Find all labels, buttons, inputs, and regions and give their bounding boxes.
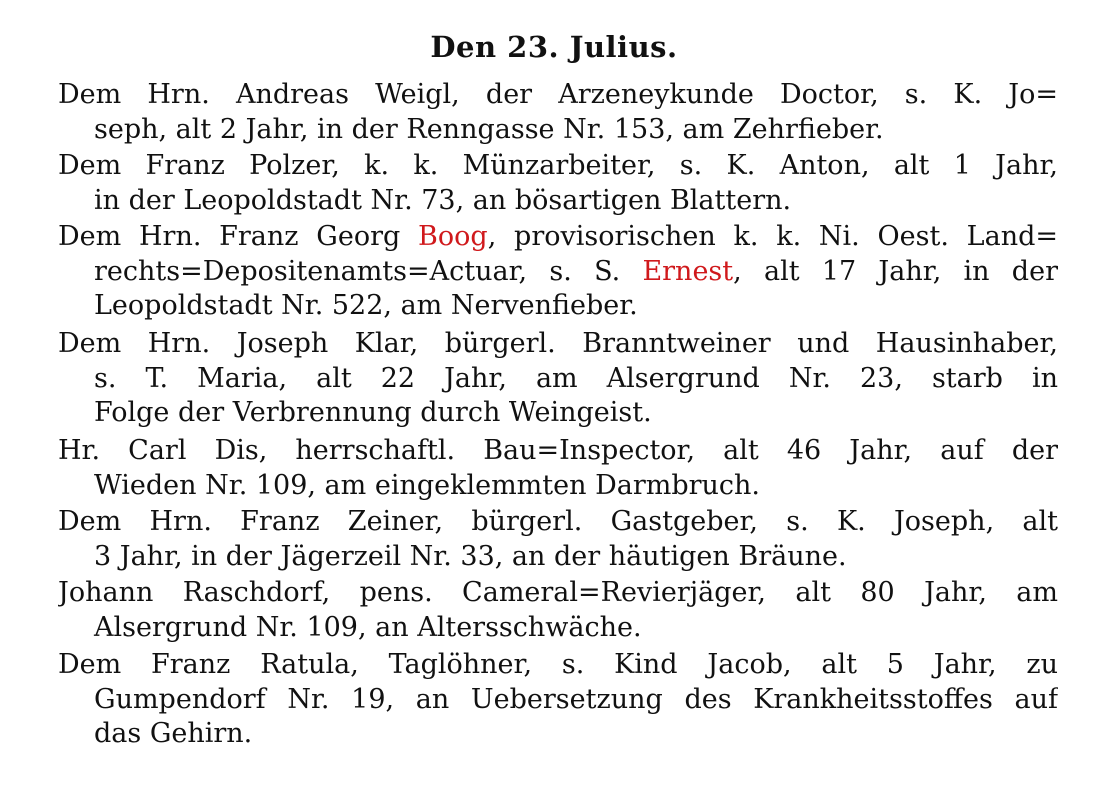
entry-line: Dem Franz Ratula, Taglöhner, s. Kind Jacob, alt 5 Jahr, zu [58,649,1058,680]
death-notice-entry [58,327,1058,431]
entry-line: Hr. Carl Dis, herrschaftl. Bau=Inspector, alt 46 Jahr, auf der [58,435,1058,466]
entry-line: das Gehirn. [94,718,253,749]
death-notice-entry [58,78,1058,147]
entry-line [58,255,1058,290]
entry-line: 3 Jahr, in der Jägerzeil Nr. 33, an der häutigen Bräune. [94,540,847,572]
entry-line: Dem Hrn. Joseph Klar, bürgerl. Branntweiner und Hausinhaber, [58,328,1058,359]
entry-line: in der Leopoldstadt Nr. 73, an bösartigen Blattern. [94,184,792,216]
page-title: Den 23. Julius. [430,30,678,64]
entry-line: Dem Franz Polzer, k. k. Münzarbeiter, s. K. Anton, alt 1 Jahr, [58,150,1058,181]
death-notice-entry [58,648,1058,752]
death-notice-entry [58,220,1058,324]
entry-line: s. T. Maria, alt 22 Jahr, am Alsergrund Nr. 23, starb in [94,362,1058,394]
entry-text: rechts=Depositenamts=Actuar, s. S. [94,255,643,287]
entry-line [58,220,1058,255]
death-notice-entry [58,434,1058,503]
entry-line: Johann Raschdorf, pens. Cameral=Revierjäger, alt 80 Jahr, am [58,577,1058,608]
entry-line: Leopoldstadt Nr. 522, am Nervenfieber. [94,290,638,321]
entry-text: Dem Hrn. Franz Georg [58,221,419,252]
entry-line: Gumpendorf Nr. 19, an Uebersetzung des Krankheitsstoffes auf [94,683,1058,715]
highlighted-surname: Boog [418,221,488,252]
entry-line: Dem Hrn. Franz Zeiner, bürgerl. Gastgeber, s. K. Joseph, alt [58,506,1058,537]
death-notice-entry [58,149,1058,218]
highlighted-firstname: Ernest [642,255,734,287]
entry-line: Wieden Nr. 109, am eingeklemmten Darmbruch. [94,469,761,501]
entry-line: Folge der Verbrennung durch Weingeist. [94,397,652,428]
death-notice-entry [58,576,1058,645]
entry-line: Alsergrund Nr. 109, an Altersschwäche. [94,611,642,643]
death-notice-entry [58,505,1058,574]
entry-line: seph, alt 2 Jahr, in der Renngasse Nr. 153, am Zehrfieber. [94,113,884,145]
entry-text: , alt 17 Jahr, in der [733,255,1058,287]
entry-line: Dem Hrn. Andreas Weigl, der Arzeneykunde Doctor, s. K. Jo= [58,79,1058,110]
entry-text: , provisorischen k. k. Ni. Oest. Land= [487,221,1058,252]
